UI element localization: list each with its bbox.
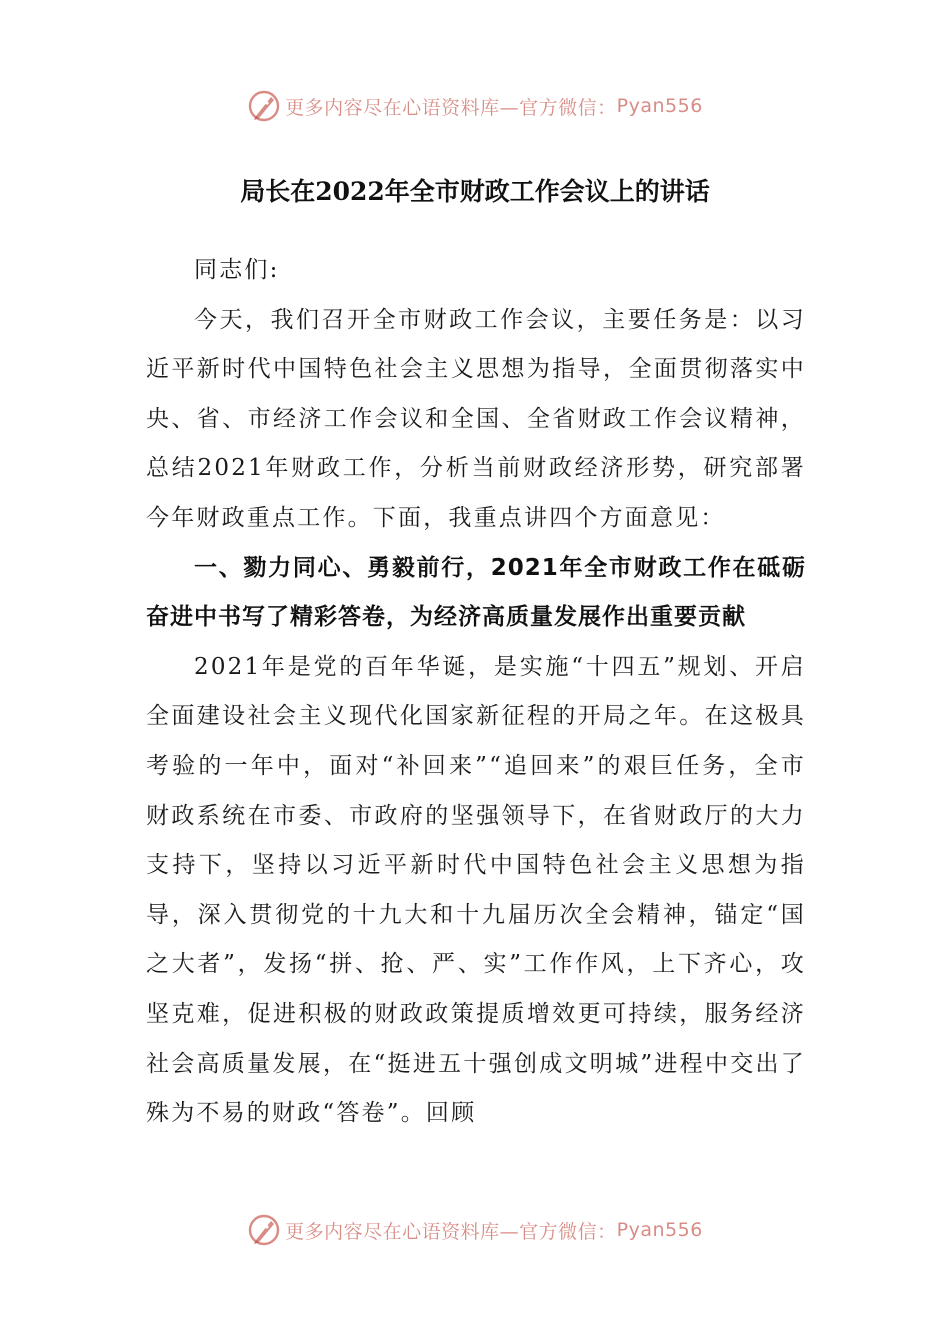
pen-logo-icon [247,1213,281,1247]
document-title: 局长在2022年全市财政工作会议上的讲话 [240,177,710,206]
watermark-wechat-id: Pyan556 [616,1219,703,1241]
section-paragraph: 2021年是党的百年华诞，是实施“十四五”规划、开启全面建设社会主义现代化国家新征程的开局之年。在这极具考验的一年中，面对“补回来”“追回来”的艰巨任务，全市财政系统在市委、市政府的坚强领导下，在省财政厅的大力支持下，坚持以习近平新时代中国特色社会主义思想为指导，深入贯彻党的十九大和十九届历次全会精神，锚定“国之大者”，发扬“拼、抢、严、实”工作作风，上下齐心，攻坚克难，促进积极的财政政策提质增效更可持续，服务经济社会高质量发展，在“挺进五十强创成文明城”进程中交出了殊为不易的财政“答卷”。回顾 [146,653,806,1127]
pen-logo-icon [247,89,281,123]
footer-watermark [0,1210,950,1250]
document-body [146,246,806,1139]
header-watermark [0,86,950,126]
watermark-text: 更多内容尽在心语资料库—官方微信： [285,96,617,119]
intro-paragraph: 今天，我们召开全市财政工作会议，主要任务是：以习近平新时代中国特色社会主义思想为指导，全面贯彻落实中央、省、市经济工作会议和全国、全省财政工作会议精神，总结2021年财政工作，分析当前财政经济形势，研究部署今年财政重点工作。下面，我重点讲四个方面意见： [146,306,806,531]
section-heading: 一、勠力同心、勇毅前行，2021年全市财政工作在砥砺奋进中书写了精彩答卷，为经济高质量发展作出重要贡献 [146,554,806,631]
watermark-wechat-id: Pyan556 [616,95,703,117]
salutation: 同志们: [194,257,280,283]
watermark-text: 更多内容尽在心语资料库—官方微信： [285,1220,617,1243]
